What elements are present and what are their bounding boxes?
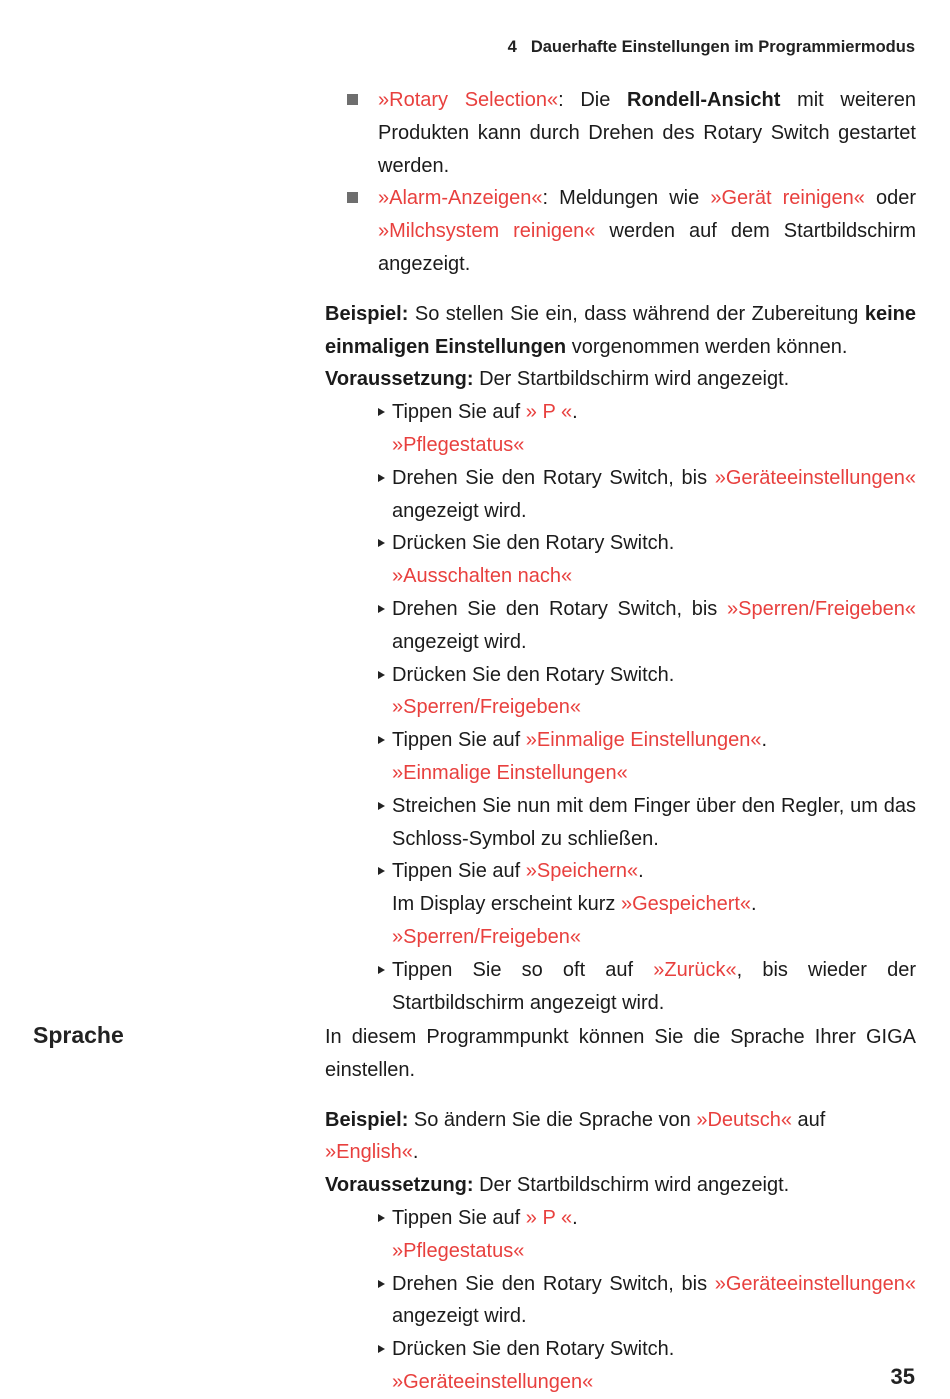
step-note: Im Display erscheint kurz »Gespeichert«. [392, 893, 757, 916]
main-column-top [325, 84, 916, 1019]
step-item: Tippen Sie so oft auf »Zurück«, bis wieder der Startbildschirm angezeigt wird. [377, 954, 916, 1020]
step-item: Drehen Sie den Rotary Switch, bis »Geräteeinstellungen« angezeigt wird. [377, 1268, 916, 1334]
step-arrow-icon [378, 867, 385, 875]
step-item: Tippen Sie auf » P «. [377, 396, 916, 429]
page-number: 35 [890, 1364, 915, 1389]
step-item: Streichen Sie nun mit dem Finger über den Regler, um das Schloss-Symbol zu schließen. [377, 790, 916, 856]
step-result: »Pflegestatus« [392, 433, 525, 456]
instruction-steps [377, 396, 916, 1019]
requirement-label: Voraussetzung: [325, 368, 474, 391]
example-paragraph: Beispiel: So ändern Sie die Sprache von »Deutsch« auf »English«. [325, 1108, 826, 1164]
section-heading-sprache: Sprache [33, 1022, 124, 1048]
requirement-line: Voraussetzung: Der Startbildschirm wird angezeigt. [325, 368, 790, 391]
square-bullet-icon [347, 192, 358, 203]
requirement-label: Voraussetzung: [325, 1174, 474, 1197]
step-item: Tippen Sie auf » P «. [377, 1202, 916, 1235]
step-item: Drücken Sie den Rotary Switch. [377, 659, 916, 692]
step-arrow-icon [378, 1345, 385, 1353]
step-item: Drehen Sie den Rotary Switch, bis »Sperren/Freigeben« angezeigt wird. [377, 593, 916, 659]
square-bullet-icon [347, 94, 358, 105]
requirement-line: Voraussetzung: Der Startbildschirm wird angezeigt. [325, 1174, 790, 1197]
bold-term: Rondell-Ansicht [627, 89, 781, 111]
step-item: Drücken Sie den Rotary Switch. [377, 1333, 916, 1366]
step-item: Drücken Sie den Rotary Switch. [377, 527, 916, 560]
step-arrow-icon [378, 474, 385, 482]
step-item: Tippen Sie auf »Einmalige Einstellungen«. [377, 724, 916, 757]
menu-term: »Rotary Selection« [378, 89, 559, 111]
running-header [508, 38, 915, 57]
step-arrow-icon [378, 1280, 385, 1288]
step-result: »Einmalige Einstellungen« [392, 761, 628, 784]
instruction-steps [377, 1202, 916, 1399]
step-result: »Pflegestatus« [392, 1239, 525, 1262]
step-arrow-icon [378, 408, 385, 416]
step-result: »Sperren/Freigeben« [392, 696, 582, 719]
step-arrow-icon [378, 539, 385, 547]
step-arrow-icon [378, 802, 385, 810]
step-arrow-icon [378, 966, 385, 974]
step-item: Drehen Sie den Rotary Switch, bis »Geräteeinstellungen« angezeigt wird. [377, 462, 916, 528]
bullet-item: »Rotary Selection«: Die Rondell-Ansicht mit weiteren Produkten kann durch Drehen des Rotary Switch gestartet werden. [325, 84, 916, 182]
menu-term: »Alarm-Anzeigen« [378, 187, 543, 210]
chapter-title: Dauerhafte Einstellungen im Programmiermodus [530, 38, 915, 56]
step-arrow-icon [378, 605, 385, 613]
step-result: »Ausschalten nach« [392, 565, 573, 588]
step-arrow-icon [378, 671, 385, 679]
bullet-item: »Alarm-Anzeigen«: Meldungen wie »Gerät reinigen« oder »Milchsystem reinigen« werden auf dem Startbildschirm angezeigt. [325, 182, 916, 280]
step-result: »Geräteeinstellungen« [392, 1370, 594, 1393]
example-label: Beispiel: [325, 302, 409, 325]
step-arrow-icon [378, 1214, 385, 1222]
example-paragraph: Beispiel: So stellen Sie ein, dass während der Zubereitung keine einmaligen Einstellungen vorgenommen werden können. [325, 302, 916, 358]
step-result: »Sperren/Freigeben« [392, 925, 582, 948]
example-label: Beispiel: [325, 1108, 409, 1131]
chapter-number: 4 [507, 38, 517, 56]
step-arrow-icon [378, 736, 385, 744]
step-item: Tippen Sie auf »Speichern«. [377, 855, 916, 888]
sprache-intro: In diesem Programmpunkt können Sie die Sprache Ihrer GIGA einstellen. [325, 1026, 916, 1081]
main-column-sprache [325, 1021, 916, 1399]
